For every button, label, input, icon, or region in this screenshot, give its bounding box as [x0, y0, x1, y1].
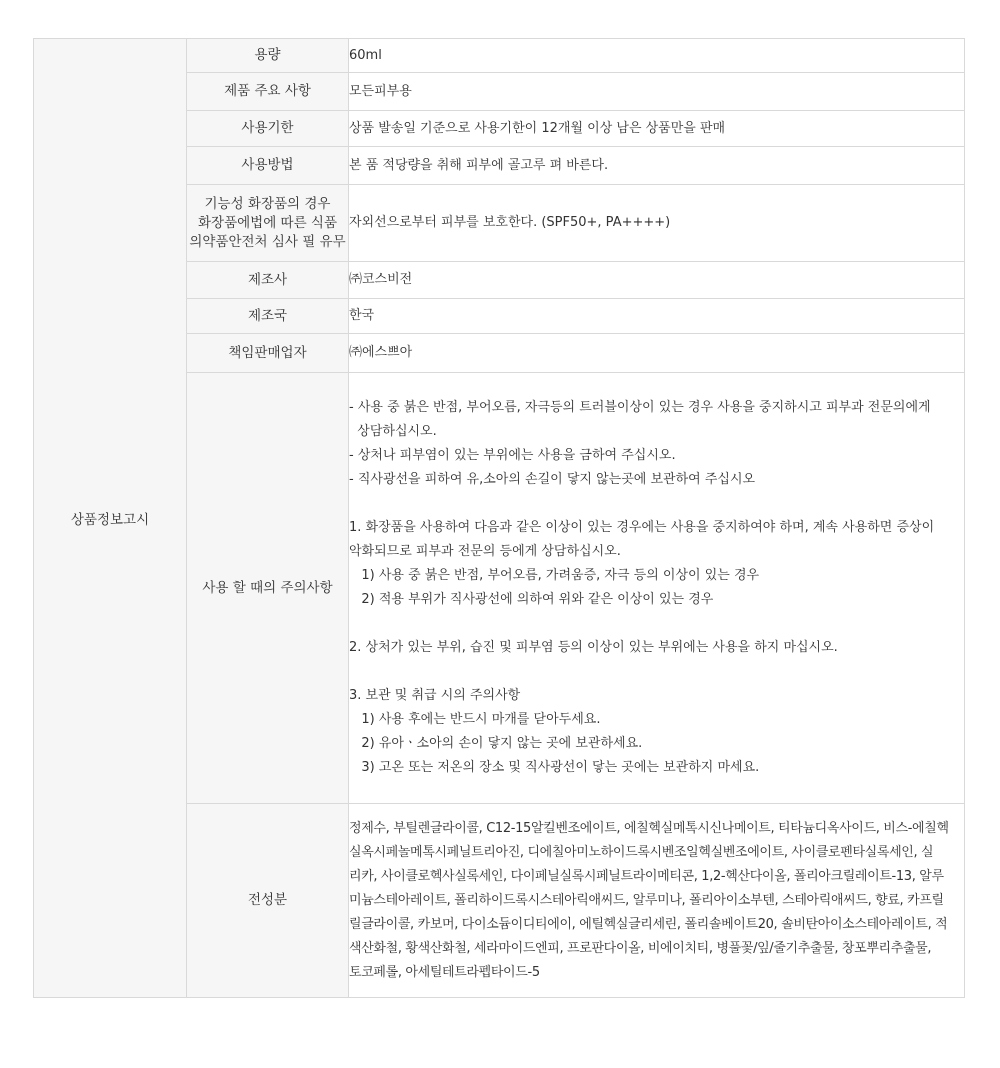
caution-line: - 직사광선을 피하여 유,소아의 손길이 닿지 않는곳에 보관하여 주십시오	[349, 472, 756, 487]
row-label-functional	[187, 185, 349, 262]
row-label-line: 화장품에법에 따른 식품	[198, 214, 337, 231]
caution-line: 2. 상처가 있는 부위, 습진 및 피부염 등의 이상이 있는 부위에는 사용을 하지 마십시오.	[349, 640, 838, 655]
row-label-expiry: 사용기한	[187, 111, 349, 147]
caution-line: 악화되므로 피부과 전문의 등에게 상담하십시오.	[349, 544, 621, 559]
caution-line: 1) 사용 중 붉은 반점, 부어오름, 가려움증, 자극 등의 이상이 있는 경우	[349, 568, 760, 583]
row-label-caution: 사용 할 때의 주의사항	[187, 373, 349, 804]
row-label-line: 의약품안전처 심사 필 유무	[189, 233, 346, 250]
row-label-usage: 사용방법	[187, 147, 349, 185]
row-value-usage: 본 품 적당량을 취해 피부에 골고루 펴 바른다.	[349, 147, 965, 185]
row-label-ingredients: 전성분	[187, 804, 349, 998]
row-value-ingredients	[349, 804, 965, 998]
row-label-country: 제조국	[187, 299, 349, 334]
ingredients-line: 실옥시페놀메톡시페닐트리아진, 디에칠아미노하이드록시벤조일헥실벤조에이트, 사이클로펜타실록세인, 실	[349, 844, 934, 860]
caution-line: 3. 보관 및 취급 시의 주의사항	[349, 688, 521, 703]
row-value-seller: ㈜에스쁘아	[349, 334, 965, 373]
section-title: 상품정보고시	[34, 39, 187, 998]
ingredients-line: 미늄스테아레이트, 폴리하이드록시스테아릭애씨드, 알루미나, 폴리아이소부텐, 스테아릭애씨드, 향료, 카프릴	[349, 892, 944, 908]
product-info-table	[33, 38, 965, 998]
paragraph-gap	[349, 492, 964, 516]
ingredients-line: 토코페롤, 아세틸테트라펩타이드-5	[349, 964, 540, 980]
row-value-caution	[349, 373, 965, 804]
row-label-capacity: 용량	[187, 39, 349, 73]
row-value-manufacturer: ㈜코스비전	[349, 262, 965, 299]
row-label-manufacturer: 제조사	[187, 262, 349, 299]
row-value-main-info: 모든피부용	[349, 73, 965, 111]
row-value-functional: 자외선으로부터 피부를 보호한다. (SPF50+, PA++++)	[349, 185, 965, 262]
caution-line: 2) 적용 부위가 직사광선에 의하여 위와 같은 이상이 있는 경우	[349, 592, 714, 607]
caution-line: - 사용 중 붉은 반점, 부어오름, 자극등의 트러블이상이 있는 경우 사용을 중지하시고 피부과 전문의에게	[349, 400, 931, 415]
caution-line: 상담하십시오.	[349, 424, 437, 439]
row-value-capacity: 60ml	[349, 39, 965, 73]
row-value-expiry: 상품 발송일 기준으로 사용기한이 12개월 이상 남은 상품만을 판매	[349, 111, 965, 147]
row-label-line: 기능성 화장품의 경우	[204, 195, 331, 212]
paragraph-gap	[349, 612, 964, 636]
ingredients-line: 색산화철, 황색산화철, 세라마이드엔피, 프로판다이올, 비에이치티, 병풀꽃/잎/줄기추출물, 창포뿌리추출물,	[349, 940, 932, 956]
caution-line: - 상처나 피부염이 있는 부위에는 사용을 금하여 주십시오.	[349, 448, 676, 463]
row-label-main-info: 제품 주요 사항	[187, 73, 349, 111]
ingredients-line: 정제수, 부틸렌글라이콜, C12-15알킬벤조에이트, 에칠헥실메톡시신나메이트, 티타늄디옥사이드, 비스-에칠헥	[349, 820, 949, 836]
row-value-country: 한국	[349, 299, 965, 334]
ingredients-line: 릴글라이콜, 카보머, 다이소듐이디티에이, 에틸헥실글리세린, 폴리솔베이트20, 솔비탄아이소스테아레이트, 적	[349, 916, 948, 932]
row-label-seller: 책임판매업자	[187, 334, 349, 373]
table-row	[34, 39, 965, 73]
caution-line: 1) 사용 후에는 반드시 마개를 닫아두세요.	[349, 712, 601, 727]
ingredients-line: 리카, 사이클로헥사실록세인, 다이페닐실록시페닐트라이메티콘, 1,2-헥산다이올, 폴리아크릴레이트-13, 알루	[349, 868, 944, 884]
caution-line: 2) 유아ㆍ소아의 손이 닿지 않는 곳에 보관하세요.	[349, 736, 643, 751]
caution-line: 3) 고온 또는 저온의 장소 및 직사광선이 닿는 곳에는 보관하지 마세요.	[349, 760, 760, 775]
paragraph-gap	[349, 660, 964, 684]
caution-line: 1. 화장품을 사용하여 다음과 같은 이상이 있는 경우에는 사용을 중지하여야 하며, 계속 사용하면 증상이	[349, 520, 935, 535]
